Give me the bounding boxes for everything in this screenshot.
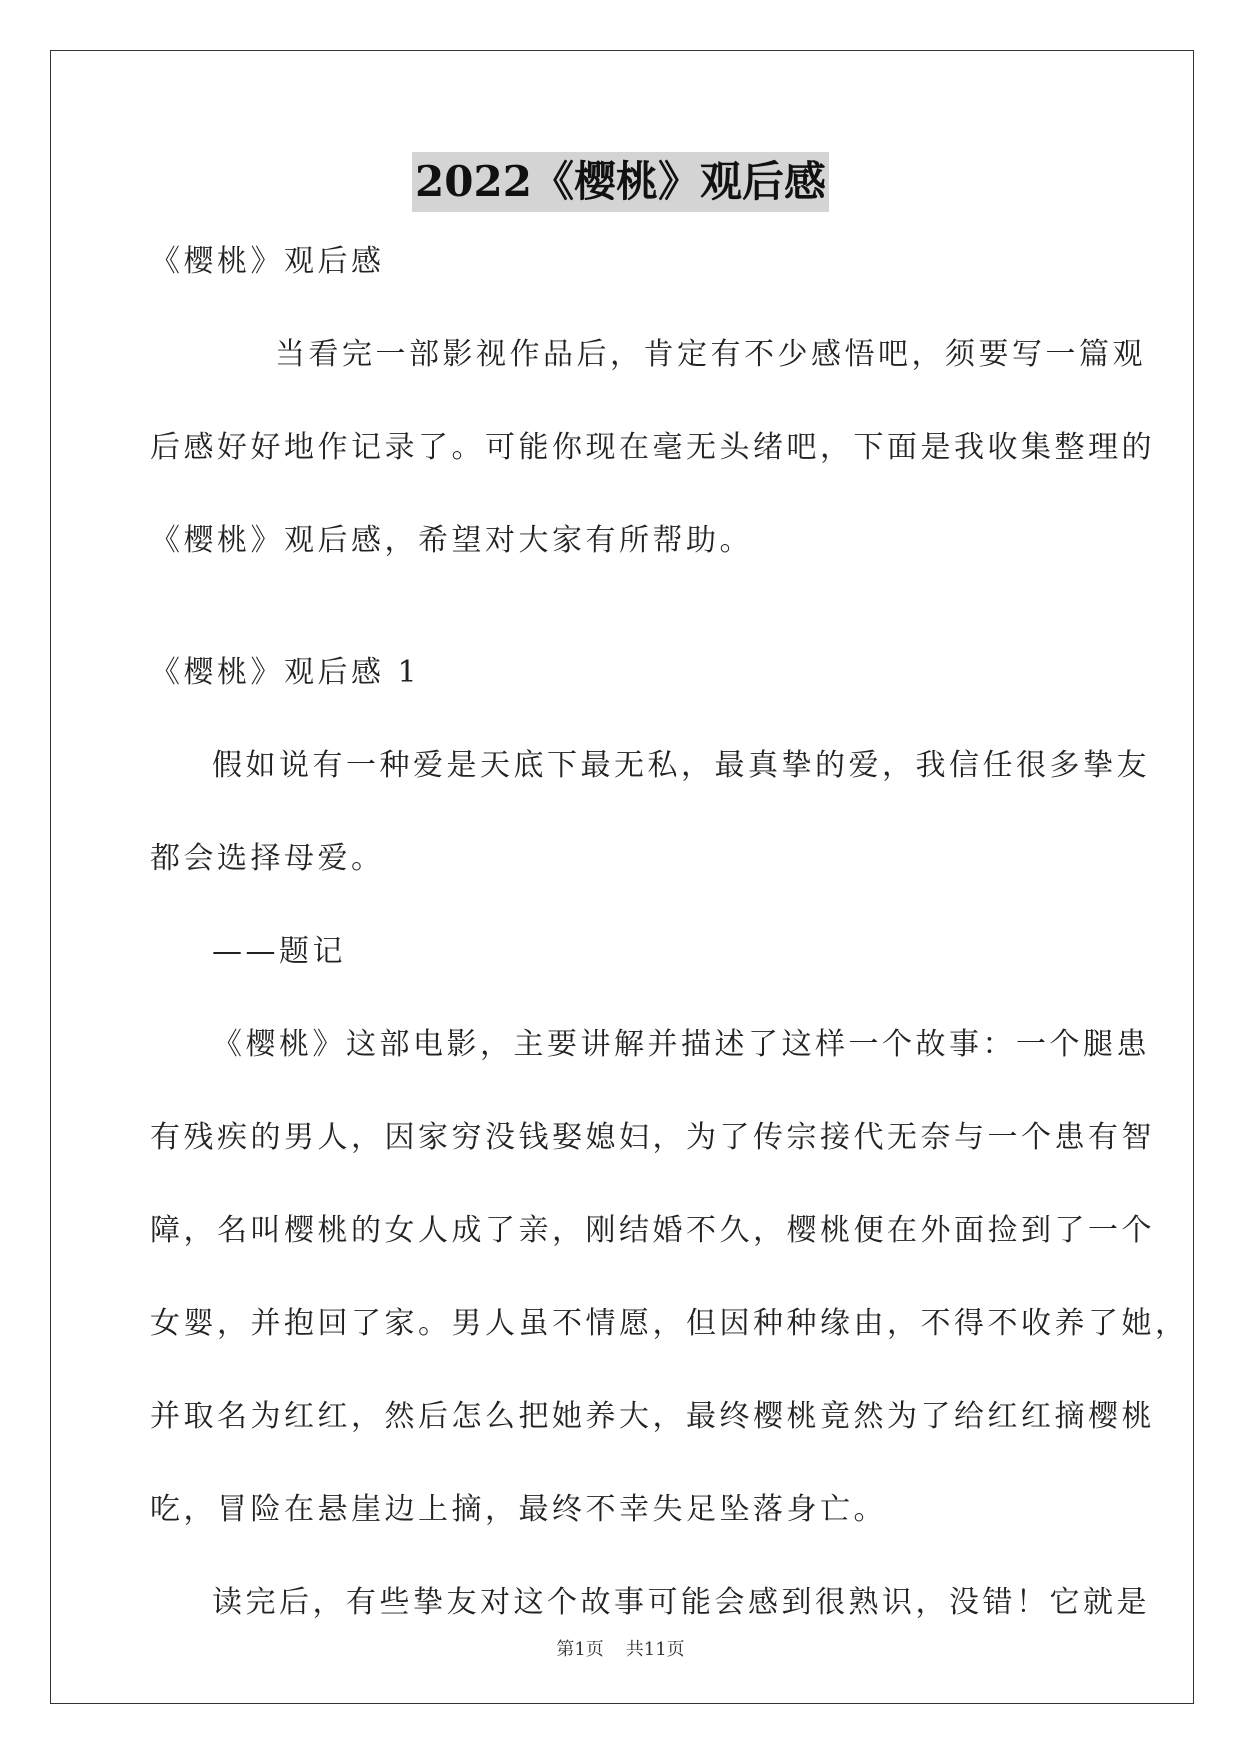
paragraph-line: 假如说有一种爱是天底下最无私，最真挚的爱，我信任很多挚友 [212,748,1150,783]
total-pages: 11 [643,1639,667,1660]
paragraph-line: 女婴，并抱回了家。男人虽不情愿，但因种种缘由，不得不收养了她， [150,1306,1189,1341]
paragraph-line: 有残疾的男人，因家穷没钱娶媳妇，为了传宗接代无奈与一个患有智 [150,1120,1155,1155]
total-label-pre: 共 [625,1639,644,1660]
paragraph-line: 并取名为红红，然后怎么把她养大，最终樱桃竟然为了给红红摘樱桃 [150,1399,1155,1434]
page-number: 1 [574,1639,586,1660]
paragraph-line: 障，名叫樱桃的女人成了亲，刚结婚不久，樱桃便在外面捡到了一个 [150,1213,1155,1248]
page-label-post: 页 [585,1639,604,1660]
document-title: 2022《樱桃》观后感 [412,152,829,212]
page-label-pre: 第 [556,1639,575,1660]
paragraph-line: 读完后，有些挚友对这个故事可能会感到很熟识，没错！它就是 [212,1585,1150,1620]
paragraph-line: 都会选择母爱。 [150,841,385,876]
title-container [0,152,1241,212]
document-body [150,232,1189,1633]
section-heading: 《樱桃》观后感 1 [150,655,421,690]
paragraph-line: 当看完一部影视作品后，肯定有不少感悟吧，须要写一篇观 [275,337,1146,372]
section-heading: 《樱桃》观后感 [150,244,385,279]
epigraph-attribution: ——题记 [212,934,346,969]
page-footer [0,1638,1241,1662]
paragraph-line: 后感好好地作记录了。可能你现在毫无头绪吧，下面是我收集整理的 [150,430,1155,465]
paragraph-line: 《樱桃》这部电影，主要讲解并描述了这样一个故事：一个腿患 [212,1027,1150,1062]
paragraph-line: 《樱桃》观后感，希望对大家有所帮助。 [150,523,753,558]
total-label-post: 页 [666,1639,685,1660]
paragraph-line: 吃，冒险在悬崖边上摘，最终不幸失足坠落身亡。 [150,1492,887,1527]
